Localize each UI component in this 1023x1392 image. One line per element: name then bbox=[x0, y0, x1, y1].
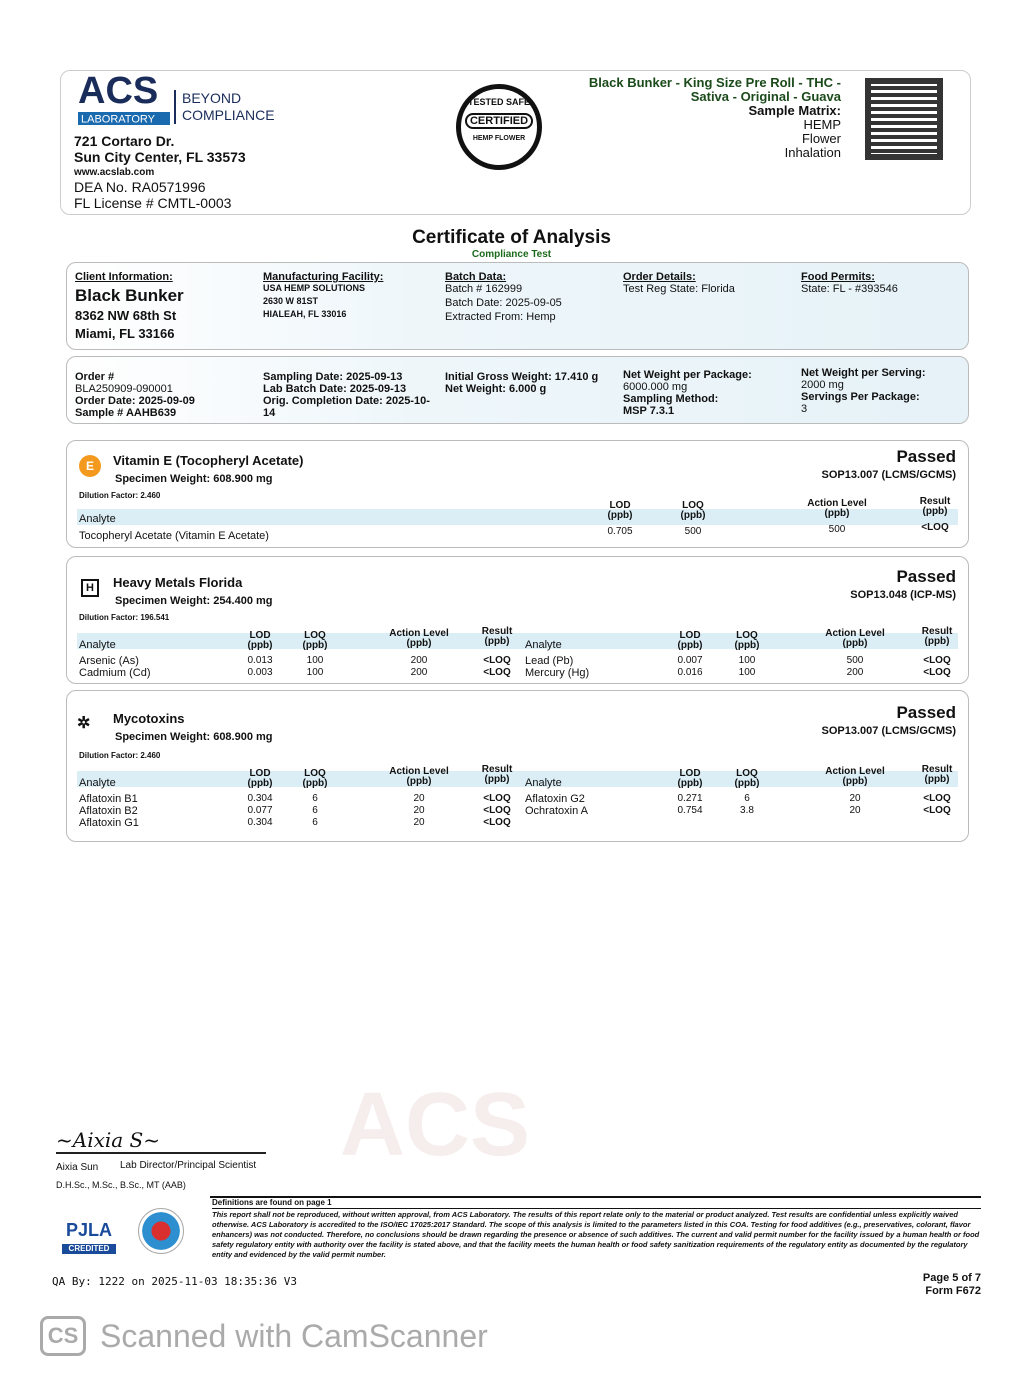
form-number: Form F672 bbox=[925, 1285, 981, 1297]
sop-method: SOP13.048 (ICP-MS) bbox=[850, 589, 956, 601]
result-value: <LOQ bbox=[923, 793, 951, 804]
loq-value: 6 bbox=[312, 817, 318, 828]
loq-value: 100 bbox=[738, 655, 756, 666]
camscanner-logo: CS bbox=[40, 1316, 86, 1356]
sample-matrix-2: Flower bbox=[801, 131, 841, 146]
lod-value: 0.013 bbox=[247, 655, 273, 666]
action-level-header: Action Level (ppb) bbox=[807, 498, 867, 519]
test-reg-state: Test Reg State: Florida bbox=[623, 283, 735, 295]
loq-value: 6 bbox=[312, 805, 318, 816]
qr-code[interactable] bbox=[865, 78, 943, 160]
batch-number: Batch # 162999 bbox=[445, 283, 523, 295]
client-address2: Miami, FL 33166 bbox=[75, 326, 175, 341]
specimen-weight: Specimen Weight: 608.900 mg bbox=[115, 473, 273, 485]
lab-tagline: BEYOND COMPLIANCE bbox=[174, 90, 274, 124]
lod-value: 0.271 bbox=[677, 793, 703, 804]
sample-number: Sample # AAHB639 bbox=[75, 407, 177, 419]
analyte-name: Lead (Pb) bbox=[525, 655, 574, 667]
result-value: <LOQ bbox=[483, 793, 511, 804]
dilution-factor: Dilution Factor: 196.541 bbox=[79, 613, 170, 622]
sop-method: SOP13.007 (LCMS/GCMS) bbox=[821, 725, 956, 737]
sop-method: SOP13.007 (LCMS/GCMS) bbox=[821, 469, 956, 481]
status-passed: Passed bbox=[896, 703, 956, 722]
disclaimer: This report shall not be reproduced, without written approval, from ACS Laboratory. The results of this report relate only to the material or product analyzed. Test results are confidential unless explicitly waived otherwise. ACS Laboratory is accredited to the ISO/IEC 17025:2017 Standard. The scope of this analysis is limited to the parameters listed in this COA. Testing for food additives (e.g., preservatives, colorant, flavor enhancers) was not conducted. Therefore, no conclusions should be drawn regarding the presence or absence of such additives. The current and valid permit number for the facility issued by a human health or food safety regulatory entity with authority over the facility is stated above, and that the facility meets the human health or food safety sanitization requirements of the regulatory entity as documented by the regulatory entity and evidenced by the valid permit number. bbox=[212, 1210, 980, 1259]
page-number: Page 5 of 7 bbox=[922, 1272, 981, 1284]
action-level-value: 20 bbox=[849, 793, 861, 804]
watermark-logo: ACS bbox=[340, 1075, 531, 1175]
mfg-label: Manufacturing Facility: bbox=[263, 271, 384, 283]
section-title: Mycotoxins bbox=[113, 711, 185, 726]
net-weight-package-label: Net Weight per Package: bbox=[623, 369, 752, 381]
seal-middle-text: CERTIFIED bbox=[465, 113, 533, 129]
action-level-value: 200 bbox=[410, 667, 428, 678]
lod-header: LOD (ppb) bbox=[607, 500, 633, 521]
lab-logo-mark: ACS bbox=[78, 70, 159, 112]
lab-logo bbox=[78, 72, 170, 125]
sample-matrix-1: HEMP bbox=[803, 117, 841, 132]
loq-value: 100 bbox=[738, 667, 756, 678]
section-title: Heavy Metals Florida bbox=[113, 575, 243, 590]
sampling-date: Sampling Date: 2025-09-13 bbox=[263, 371, 403, 383]
analyte-name: Aflatoxin B1 bbox=[79, 793, 138, 805]
action-level-header: Action Level (ppb) bbox=[825, 628, 885, 649]
analyte-name: Aflatoxin G2 bbox=[525, 793, 585, 805]
result-header: Result (ppb) bbox=[481, 764, 513, 785]
lod-value: 0.304 bbox=[247, 817, 273, 828]
analyte-header: Analyte bbox=[79, 777, 116, 789]
lod-value: 0.007 bbox=[677, 655, 703, 666]
analyte-name: Cadmium (Cd) bbox=[79, 667, 151, 679]
mfg-address2: HIALEAH, FL 33016 bbox=[263, 309, 347, 319]
client-label: Client Information: bbox=[75, 271, 173, 283]
loq-value: 500 bbox=[684, 526, 702, 537]
action-level-header: Action Level (ppb) bbox=[825, 766, 885, 787]
lod-value: 0.754 bbox=[677, 805, 703, 816]
action-level-value: 20 bbox=[413, 805, 425, 816]
sampling-method-label: Sampling Method: bbox=[623, 393, 719, 405]
sample-matrix-label: Sample Matrix: bbox=[748, 103, 841, 118]
result-value: <LOQ bbox=[923, 805, 951, 816]
batch-label: Batch Data: bbox=[445, 271, 507, 283]
result-value: <LOQ bbox=[923, 667, 951, 678]
mfg-name: USA HEMP SOLUTIONS bbox=[263, 283, 366, 293]
action-level-value: 20 bbox=[413, 793, 425, 804]
net-weight: Net Weight: 6.000 g bbox=[445, 383, 547, 395]
loq-header: LOQ (ppb) bbox=[734, 630, 760, 651]
lab-address2: Sun City Center, FL 33573 bbox=[74, 149, 246, 165]
product-name: Black Bunker - King Size Pre Roll - THC - Sativa - Original - Guava bbox=[588, 75, 841, 104]
seal-top-text: TESTED SAFE bbox=[467, 97, 530, 107]
lab-logo-sub bbox=[78, 112, 170, 125]
status-passed: Passed bbox=[896, 567, 956, 586]
specimen-weight: Specimen Weight: 608.900 mg bbox=[115, 731, 273, 743]
lod-header: LOD (ppb) bbox=[677, 768, 703, 789]
analyte-header: Analyte bbox=[79, 639, 116, 651]
order-details-label: Order Details: bbox=[623, 271, 696, 283]
signer-degrees: D.H.Sc., M.Sc., B.Sc., MT (AAB) bbox=[56, 1180, 186, 1190]
certified-seal bbox=[456, 84, 542, 170]
order-number: BLA250909-090001 bbox=[75, 383, 173, 395]
mfg-address1: 2630 W 81ST bbox=[263, 296, 319, 306]
action-level-value: 20 bbox=[413, 817, 425, 828]
seal-bottom-text: HEMP FLOWER bbox=[472, 135, 526, 142]
result-value: <LOQ bbox=[483, 805, 511, 816]
action-level-header: Action Level (ppb) bbox=[389, 766, 449, 787]
loq-header: LOQ (ppb) bbox=[734, 768, 760, 789]
dilution-factor: Dilution Factor: 2.460 bbox=[79, 751, 161, 760]
result-header: Result (ppb) bbox=[481, 626, 513, 647]
batch-date: Batch Date: 2025-09-05 bbox=[445, 297, 562, 309]
page-title: Certificate of Analysis bbox=[412, 227, 611, 248]
analyte-header: Analyte bbox=[79, 513, 116, 525]
lab-address1: 721 Cortaro Dr. bbox=[74, 133, 175, 149]
analyte-name: Aflatoxin G1 bbox=[79, 817, 139, 829]
analyte-header: Analyte bbox=[525, 639, 562, 651]
order-date: Order Date: 2025-09-09 bbox=[75, 395, 195, 407]
result-value: <LOQ bbox=[483, 655, 511, 666]
loq-value: 6 bbox=[744, 793, 750, 804]
definitions-note: Definitions are found on page 1 bbox=[212, 1198, 332, 1207]
result-value: <LOQ bbox=[923, 655, 951, 666]
result-value: <LOQ bbox=[483, 817, 511, 828]
loq-value: 100 bbox=[306, 667, 324, 678]
lab-dea: DEA No. RA0571996 bbox=[74, 179, 206, 195]
loq-header: LOQ (ppb) bbox=[302, 630, 328, 651]
svg-text:LABORATORY: LABORATORY bbox=[81, 113, 155, 125]
client-info-box bbox=[66, 262, 969, 350]
servings-label: Servings Per Package: bbox=[801, 391, 920, 403]
lod-value: 0.016 bbox=[677, 667, 703, 678]
result-header: Result (ppb) bbox=[921, 626, 953, 647]
action-level-value: 200 bbox=[410, 655, 428, 666]
mold-icon: ✲ bbox=[77, 715, 91, 732]
result-value: <LOQ bbox=[483, 667, 511, 678]
dilution-factor: Dilution Factor: 2.460 bbox=[79, 491, 161, 500]
mycotoxins-section bbox=[66, 690, 969, 842]
sampling-method: MSP 7.3.1 bbox=[623, 405, 675, 417]
client-name: Black Bunker bbox=[75, 286, 184, 305]
client-address1: 8362 NW 68th St bbox=[75, 308, 177, 323]
action-level-value: 500 bbox=[846, 655, 864, 666]
sample-matrix-3: Inhalation bbox=[784, 145, 841, 160]
extracted-from: Extracted From: Hemp bbox=[445, 311, 556, 323]
loq-header: LOQ (ppb) bbox=[680, 500, 706, 521]
net-weight-serving-label: Net Weight per Serving: bbox=[801, 367, 926, 379]
result-header: Result (ppb) bbox=[921, 764, 953, 785]
heavy-metals-section bbox=[66, 556, 969, 684]
signature: ~Aixia S~ bbox=[56, 1128, 266, 1154]
florida-agriculture-seal bbox=[138, 1208, 184, 1254]
analyte-name: Tocopheryl Acetate (Vitamin E Acetate) bbox=[79, 530, 269, 542]
lod-header: LOD (ppb) bbox=[677, 630, 703, 651]
analyte-name: Ochratoxin A bbox=[525, 805, 588, 817]
orig-completion-date: Orig. Completion Date: 2025-10-14 bbox=[263, 395, 430, 419]
action-level-value: 500 bbox=[828, 524, 846, 535]
qa-stamp: QA By: 1222 on 2025-11-03 18:35:36 V3 bbox=[52, 1275, 298, 1288]
analyte-name: Mercury (Hg) bbox=[525, 667, 590, 679]
page-subtitle: Compliance Test bbox=[471, 249, 552, 260]
food-permits-label: Food Permits: bbox=[801, 271, 875, 283]
vitamin-e-section bbox=[66, 440, 969, 548]
result-header: Result (ppb) bbox=[919, 496, 951, 517]
net-weight-serving: 2000 mg bbox=[801, 379, 844, 391]
loq-value: 3.8 bbox=[740, 805, 754, 816]
order-info-box bbox=[66, 356, 969, 424]
order-number-label: Order # bbox=[75, 371, 115, 383]
loq-value: 100 bbox=[306, 655, 324, 666]
food-permit-state: State: FL - #393546 bbox=[801, 283, 898, 295]
signer-name: Aixia Sun bbox=[56, 1162, 99, 1173]
gross-weight: Initial Gross Weight: 17.410 g bbox=[445, 371, 599, 383]
lod-header: LOD (ppb) bbox=[247, 630, 273, 651]
section-title: Vitamin E (Tocopheryl Acetate) bbox=[113, 453, 304, 468]
lod-value: 0.077 bbox=[247, 805, 273, 816]
result-value: <LOQ bbox=[921, 522, 949, 533]
lod-value: 0.003 bbox=[247, 667, 273, 678]
pjla-accreditation-logo: PJLA CREDITED bbox=[62, 1216, 116, 1260]
lod-value: 0.304 bbox=[247, 793, 273, 804]
lod-header: LOD (ppb) bbox=[247, 768, 273, 789]
action-level-value: 20 bbox=[849, 805, 861, 816]
product-block bbox=[551, 76, 841, 160]
net-weight-package: 6000.000 mg bbox=[623, 381, 688, 393]
servings-per-package: 3 bbox=[801, 403, 808, 415]
lab-website-link[interactable]: www.acslab.com bbox=[74, 167, 155, 178]
analyte-name: Arsenic (As) bbox=[79, 655, 139, 667]
analyte-header: Analyte bbox=[525, 777, 562, 789]
vitamin-e-icon: E bbox=[79, 455, 101, 477]
loq-value: 6 bbox=[312, 793, 318, 804]
loq-header: LOQ (ppb) bbox=[302, 768, 328, 789]
lod-value: 0.705 bbox=[607, 526, 633, 537]
status-passed: Passed bbox=[896, 447, 956, 466]
camscanner-watermark: Scanned with CamScanner bbox=[100, 1318, 488, 1354]
specimen-weight: Specimen Weight: 254.400 mg bbox=[115, 595, 273, 607]
lab-license: FL License # CMTL-0003 bbox=[74, 195, 232, 211]
action-level-header: Action Level (ppb) bbox=[389, 628, 449, 649]
hospital-icon: H bbox=[81, 579, 99, 597]
signer-role: Lab Director/Principal Scientist bbox=[120, 1160, 257, 1171]
analyte-name: Aflatoxin B2 bbox=[79, 805, 138, 817]
lab-batch-date: Lab Batch Date: 2025-09-13 bbox=[263, 383, 407, 395]
action-level-value: 200 bbox=[846, 667, 864, 678]
